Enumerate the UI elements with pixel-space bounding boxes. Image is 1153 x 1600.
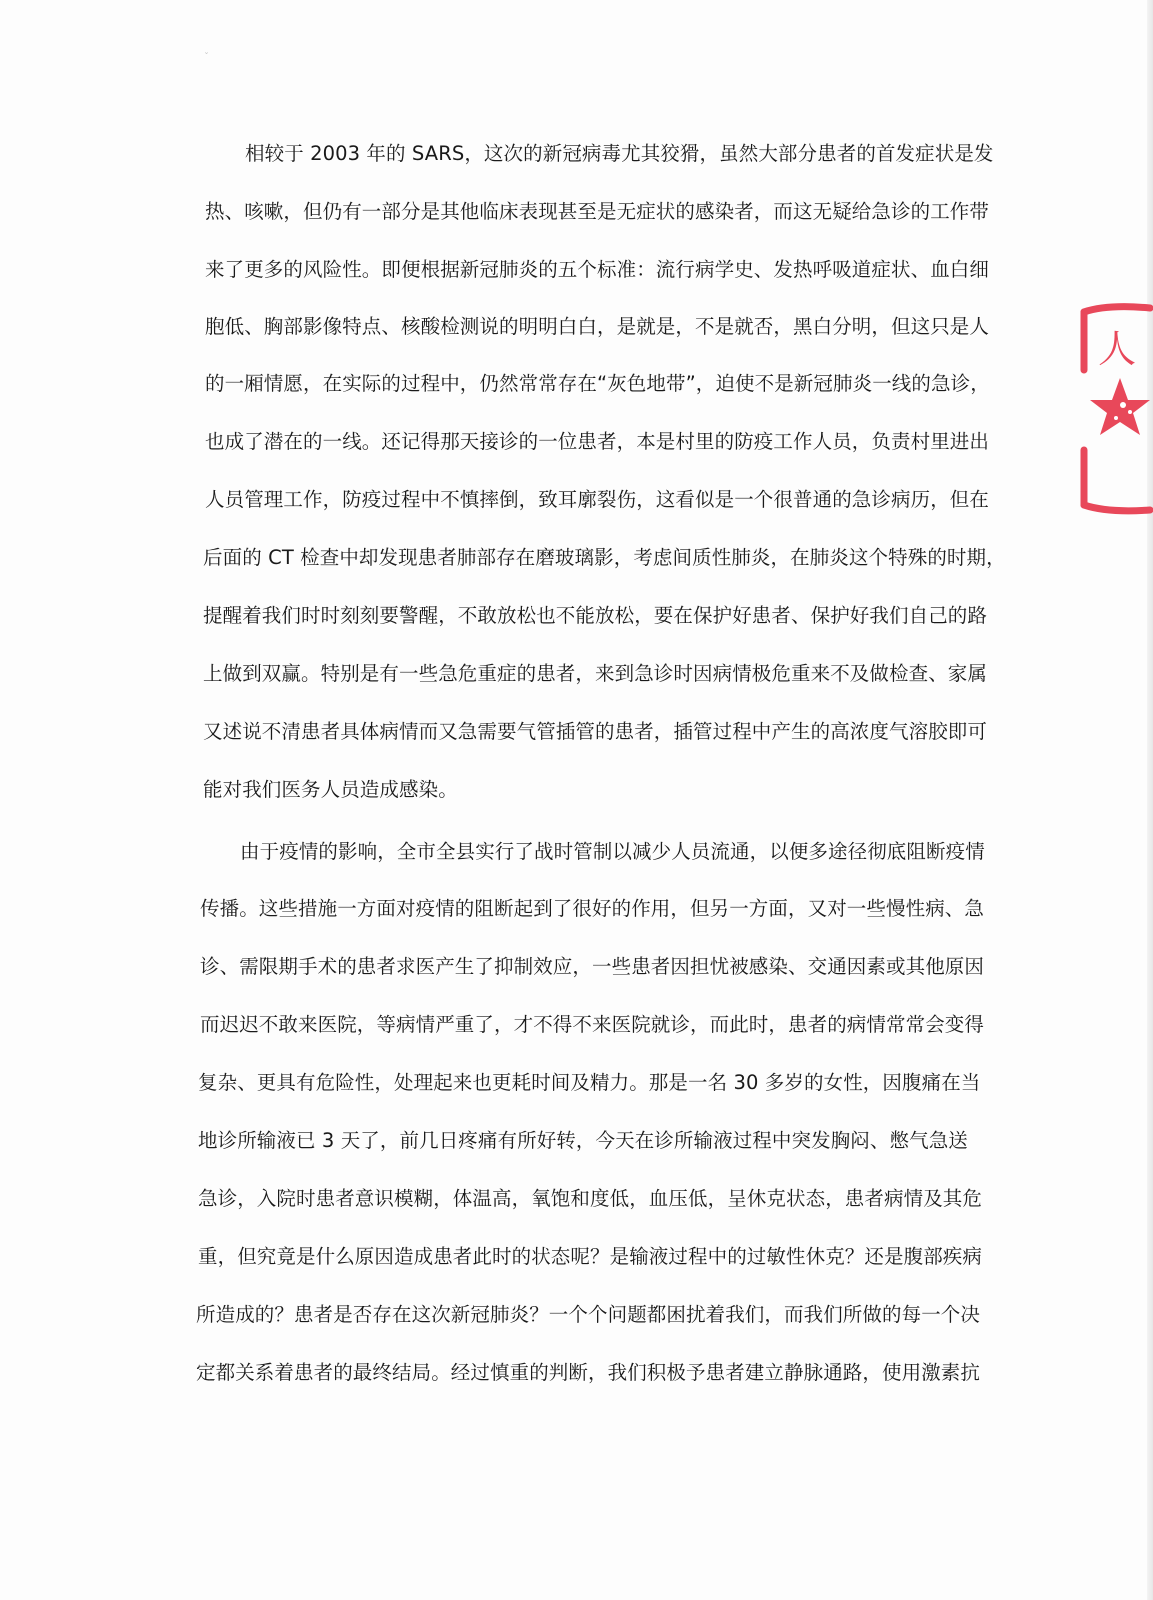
text-line: 所造成的？患者是否存在这次新冠肺炎？一个个问题都困扰着我们，而我们所做的每一个决	[196, 1303, 981, 1326]
text-line: 提醒着我们时时刻刻要警醒，不敢放松也不能放松，要在保护好患者、保护好我们自己的路	[203, 604, 988, 627]
text-line: 定都关系着患者的最终结局。经过慎重的判断，我们积极予患者建立静脉通路，使用激素抗	[196, 1361, 981, 1384]
text-line: 重，但究竟是什么原因造成患者此时的状态呢？是输液过程中的过敏性休克？还是腹部疾病	[198, 1245, 983, 1268]
text-line: 后面的 CT 检查中却发现患者肺部存在磨玻璃影，考虑间质性肺炎，在肺炎这个特殊的时期，	[203, 546, 1006, 569]
seal-top-arc	[1084, 307, 1150, 312]
text-line: 能对我们医务人员造成感染。	[203, 778, 458, 801]
scan-edge-shadow	[1147, 0, 1153, 1600]
text-line: 上做到双赢。特别是有一些急危重症的患者，来到急诊时因病情极危重来不及做检查、家属	[203, 662, 988, 685]
text-line: 传播。这些措施一方面对疫情的阻断起到了很好的作用，但另一方面，又对一些慢性病、急	[200, 897, 985, 920]
text-line: 而迟迟不敢来医院，等病情严重了，才不得不来医院就诊，而此时，患者的病情常常会变得	[200, 1013, 985, 1036]
text-line: 急诊，入院时患者意识模糊，体温高，氧饱和度低，血压低，呈休克状态，患者病情及其危	[198, 1187, 983, 1210]
text-line: 人员管理工作，防疫过程中不慎摔倒，致耳廓裂伤，这看似是一个很普通的急诊病历，但在	[205, 488, 990, 511]
seal-character: 人	[1098, 327, 1137, 371]
red-seal-stamp	[1078, 300, 1153, 520]
text-line: 诊、需限期手术的患者求医产生了抑制效应，一些患者因担忧被感染、交通因素或其他原因	[200, 955, 985, 978]
scan-speck: ˇ	[204, 52, 209, 63]
text-line: 相较于 2003 年的 SARS，这次的新冠病毒尤其狡猾，虽然大部分患者的首发症状是发	[245, 142, 994, 165]
text-line: 的一厢情愿，在实际的过程中，仍然常常存在“灰色地带”，迫使不是新冠肺炎一线的急诊，	[205, 372, 990, 395]
seal-star-icon	[1090, 378, 1150, 435]
text-line: 也成了潜在的一线。还记得那天接诊的一位患者，本是村里的防疫工作人员，负责村里进出	[205, 430, 990, 453]
seal-bottom-arc	[1084, 505, 1150, 511]
text-line: 来了更多的风险性。即便根据新冠肺炎的五个标准：流行病学史、发热呼吸道症状、血白细	[205, 258, 990, 281]
text-line: 地诊所输液已 3 天了，前几日疼痛有所好转，今天在诊所输液过程中突发胸闷、憋气急送	[198, 1129, 968, 1152]
text-line: 又述说不清患者具体病情而又急需要气管插管的患者，插管过程中产生的高浓度气溶胶即可	[203, 720, 988, 743]
text-line: 热、咳嗽，但仍有一部分是其他临床表现甚至是无症状的感染者，而这无疑给急诊的工作带	[205, 200, 990, 223]
seal-graphic	[1078, 300, 1153, 520]
text-line: 复杂、更具有危险性，处理起来也更耗时间及精力。那是一名 30 多岁的女性，因腹痛在当	[198, 1071, 981, 1094]
text-line: 胞低、胸部影像特点、核酸检测说的明明白白，是就是，不是就否，黑白分明，但这只是人	[205, 315, 990, 338]
text-line: 由于疫情的影响，全市全县实行了战时管制以减少人员流通，以便多途径彻底阻断疫情	[240, 840, 985, 863]
